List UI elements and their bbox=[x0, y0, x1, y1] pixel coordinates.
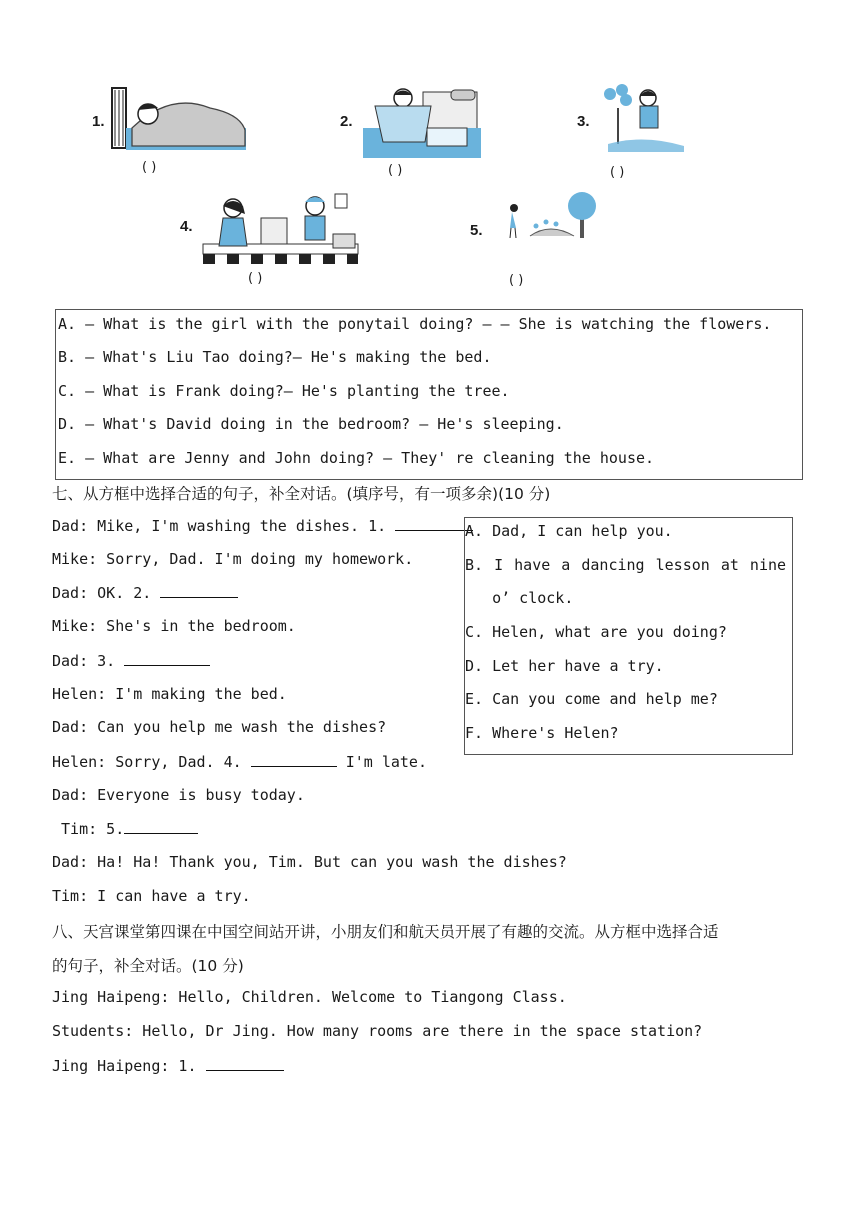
picture-2-answer-paren[interactable]: ( ) bbox=[388, 163, 403, 178]
boy-planting-tree-picture bbox=[598, 84, 690, 156]
section-8-heading-line-2: 的句子，补全对话。(10 分) bbox=[52, 957, 244, 975]
picture-3-number: 3. bbox=[577, 113, 590, 130]
boy-making-bed-picture bbox=[363, 84, 481, 160]
boy-sleeping-picture bbox=[110, 84, 248, 156]
dialogue-option-d: D. Let her have a try. bbox=[465, 657, 664, 675]
matching-option-a: A. — What is the girl with the ponytail doing? — — She is watching the flowers. bbox=[58, 315, 772, 333]
answer-blank-3[interactable] bbox=[124, 651, 210, 666]
dialogue-option-b-continued: o’ clock. bbox=[465, 589, 574, 607]
picture-2-number: 2. bbox=[340, 113, 353, 130]
matching-option-c: C. — What is Frank doing?— He's planting the tree. bbox=[58, 382, 510, 400]
dialogue-option-b: B. I have a dancing lesson at nine bbox=[465, 556, 787, 574]
dialogue-option-c: C. Helen, what are you doing? bbox=[465, 623, 727, 641]
dialogue-line-3: Dad: OK. 2. bbox=[52, 583, 238, 602]
dialogue-line-5: Dad: 3. bbox=[52, 651, 210, 670]
matching-option-e: E. — What are Jenny and John doing? — They' re cleaning the house. bbox=[58, 449, 655, 467]
dialogue-line-6: Helen: I'm making the bed. bbox=[52, 685, 287, 703]
dialogue-line-11: Dad: Ha! Ha! Thank you, Tim. But can you wash the dishes? bbox=[52, 853, 567, 871]
dialogue-option-a: A. Dad, I can help you. bbox=[465, 522, 673, 540]
answer-blank-1[interactable] bbox=[395, 516, 473, 531]
picture-5-answer-paren[interactable]: ( ) bbox=[509, 273, 524, 288]
answer-blank-4[interactable] bbox=[251, 752, 337, 767]
dialogue-option-f: F. Where's Helen? bbox=[465, 724, 619, 742]
matching-options-box bbox=[55, 309, 803, 480]
matching-option-d: D. — What's David doing in the bedroom? — He's sleeping. bbox=[58, 415, 564, 433]
section-7-heading: 七、从方框中选择合适的句子，补全对话。(填序号，有一项多余)(10 分) bbox=[52, 485, 551, 503]
matching-option-b: B. — What's Liu Tao doing?— He's making the bed. bbox=[58, 348, 492, 366]
picture-3-answer-paren[interactable]: ( ) bbox=[610, 165, 625, 180]
picture-1-answer-paren[interactable]: ( ) bbox=[142, 160, 157, 175]
picture-1-number: 1. bbox=[92, 113, 105, 130]
dialogue-line-4: Mike: She's in the bedroom. bbox=[52, 617, 296, 635]
answer-blank-2[interactable] bbox=[160, 583, 238, 598]
answer-blank-5[interactable] bbox=[124, 819, 198, 834]
dialogue-line-9: Dad: Everyone is busy today. bbox=[52, 786, 305, 804]
girl-watching-flowers-picture bbox=[500, 192, 600, 244]
picture-4-number: 4. bbox=[180, 218, 193, 235]
picture-5-number: 5. bbox=[470, 222, 483, 239]
section-8-heading-line-1: 八、天宫课堂第四课在中国空间站开讲，小朋友们和航天员开展了有趣的交流。从方框中选择合适 bbox=[52, 923, 719, 941]
dialogue-line-12: Tim: I can have a try. bbox=[52, 887, 251, 905]
dialogue-option-e: E. Can you come and help me? bbox=[465, 690, 718, 708]
picture-4-answer-paren[interactable]: ( ) bbox=[248, 271, 263, 286]
dialogue-line-2: Mike: Sorry, Dad. I'm doing my homework. bbox=[52, 550, 414, 568]
space-dialogue-line-3: Jing Haipeng: 1. bbox=[52, 1056, 284, 1075]
dialogue-line-1: Dad: Mike, I'm washing the dishes. 1. bbox=[52, 516, 473, 535]
dialogue-options-box bbox=[464, 517, 793, 755]
children-cleaning-house-picture bbox=[203, 188, 358, 266]
space-answer-blank-1[interactable] bbox=[206, 1056, 284, 1071]
space-dialogue-line-2: Students: Hello, Dr Jing. How many rooms are there in the space station? bbox=[52, 1022, 703, 1040]
dialogue-line-7: Dad: Can you help me wash the dishes? bbox=[52, 718, 387, 736]
dialogue-line-8: Helen: Sorry, Dad. 4. I'm late. bbox=[52, 753, 427, 771]
space-dialogue-line-1: Jing Haipeng: Hello, Children. Welcome to Tiangong Class. bbox=[52, 988, 567, 1006]
dialogue-line-10: Tim: 5. bbox=[52, 819, 198, 838]
